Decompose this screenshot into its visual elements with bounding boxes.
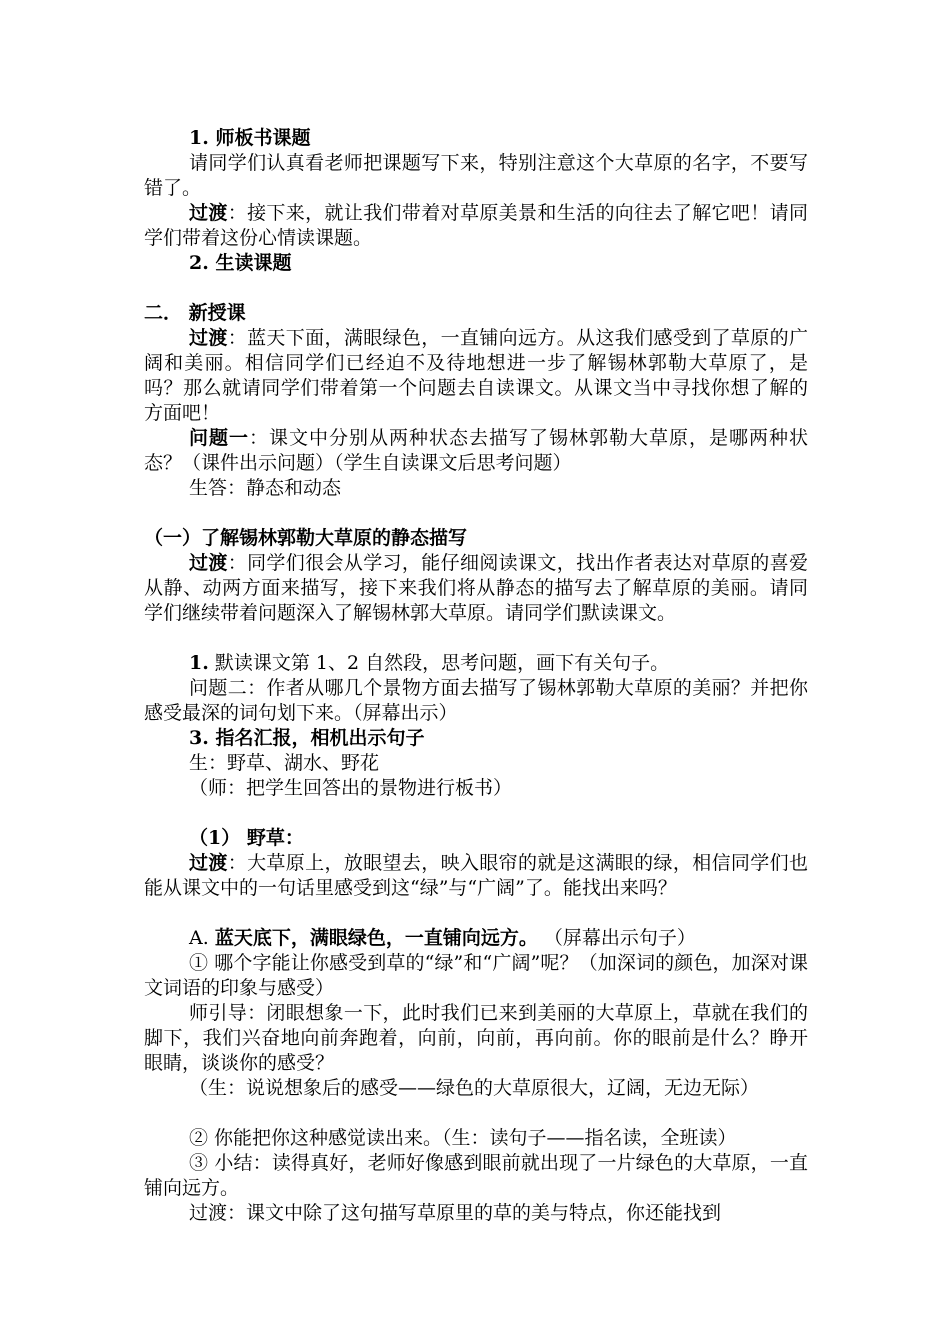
- paragraph: [144, 726, 808, 751]
- paragraph: [144, 126, 808, 151]
- bold-text: 二． 新授课: [144, 302, 246, 324]
- bold-text: 过渡: [189, 552, 228, 574]
- text: 请同学们认真看老师把课题写下来，特别注意这个大草原的名字，不要写错了。: [144, 152, 808, 199]
- paragraph: [144, 1151, 808, 1201]
- paragraph: [144, 1001, 808, 1076]
- text: ：大草原上，放眼望去，映入眼帘的就是这满眼的绿，相信同学们也能从课文中的一句话里感受到这“绿”与“广阔”了。能找出来吗？: [144, 852, 808, 899]
- bold-text: 过渡: [189, 327, 228, 349]
- paragraph: [144, 151, 808, 201]
- paragraph: [144, 676, 808, 726]
- text: ：课文中分别从两种状态去描写了锡林郭勒大草原，是哪两种状态？（课件出示问题）（学生自读课文后思考问题）: [144, 427, 808, 474]
- text: 过渡：课文中除了这句描写草原里的草的美与特点，你还能找到: [189, 1202, 722, 1224]
- paragraph: [144, 851, 808, 901]
- bold-text: 1.: [189, 652, 209, 674]
- text: ② 你能把你这种感觉读出来。（生：读句子——指名读，全班读）: [189, 1127, 737, 1149]
- paragraph: [189, 776, 808, 801]
- bold-text: 3. 指名汇报，相机出示句子: [189, 727, 425, 749]
- text: ：蓝天下面，满眼绿色，一直铺向远方。从这我们感受到了草原的广阔和美丽。相信同学们已经迫不及待地想进一步了解锡林郭勒大草原了，是吗？那么就请同学们带着第一个问题去自读课文。从课文当中寻找你想了解的方面吧！: [144, 327, 808, 424]
- text: 生：野草、湖水、野花: [189, 752, 380, 774]
- text: （生：说说想象后的感受——绿色的大草原很大，辽阔，无边无际）: [189, 1077, 760, 1099]
- bold-text: 过渡: [189, 852, 228, 874]
- paragraph: [144, 476, 808, 501]
- paragraph: [144, 951, 808, 1001]
- text: ：同学们很会从学习，能仔细阅读课文，找出作者表达对草原的喜爱从静、动两方面来描写，接下来我们将从静态的描写去了解草原的美丽。请同学们继续带着问题深入了解锡林郭大草原。请同学们默读课文。: [144, 552, 808, 624]
- text: 问题二：作者从哪几个景物方面去描写了锡林郭勒大草原的美丽？并把你感受最深的词句划下来。（屏幕出示）: [144, 677, 808, 724]
- bold-text: （一）了解锡林郭勒大草原的静态描写: [144, 527, 468, 549]
- paragraph: [144, 251, 808, 276]
- bold-text: 过渡: [189, 202, 228, 224]
- paragraph: [144, 651, 808, 676]
- text: （屏幕出示句子）: [537, 927, 696, 949]
- bold-text: 问题一: [189, 427, 249, 449]
- paragraph: [144, 426, 808, 476]
- paragraph: [144, 826, 808, 851]
- bold-text: （1） 野草：: [189, 827, 304, 849]
- text: （师：把学生回答出的景物进行板书）: [189, 777, 513, 799]
- bold-text: 2. 生读课题: [189, 252, 292, 274]
- text: 默读课文第 1、2 自然段，思考问题，画下有关句子。: [208, 652, 670, 674]
- bold-text: 1. 师板书课题: [189, 127, 311, 149]
- text: A.: [189, 927, 215, 949]
- paragraph: [144, 201, 808, 251]
- paragraph: [144, 751, 808, 776]
- paragraph: [144, 326, 808, 426]
- paragraph: [144, 551, 808, 626]
- paragraph: [144, 1076, 808, 1101]
- paragraph: [144, 526, 808, 551]
- text: ① 哪个字能让你感受到草的“绿”和“广阔”呢？（加深词的颜色，加深对课文词语的印象与感受）: [144, 952, 808, 999]
- paragraph: [144, 1126, 808, 1151]
- text: ：接下来，就让我们带着对草原美景和生活的向往去了解它吧！请同学们带着这份心情读课题。: [144, 202, 808, 249]
- text: ③ 小结：读得真好，老师好像感到眼前就出现了一片绿色的大草原，一直铺向远方。: [144, 1152, 808, 1199]
- paragraph: [144, 301, 808, 326]
- paragraph: [144, 926, 808, 951]
- text: 生答：静态和动态: [189, 477, 342, 499]
- paragraph: [144, 1201, 808, 1226]
- bold-text: 蓝天底下，满眼绿色，一直铺向远方。: [214, 927, 538, 949]
- text: 师引导：闭眼想象一下，此时我们已来到美丽的大草原上，草就在我们的脚下，我们兴奋地向前奔跑着，向前，向前，再向前。你的眼前是什么？睁开眼睛，谈谈你的感受？: [144, 1002, 808, 1074]
